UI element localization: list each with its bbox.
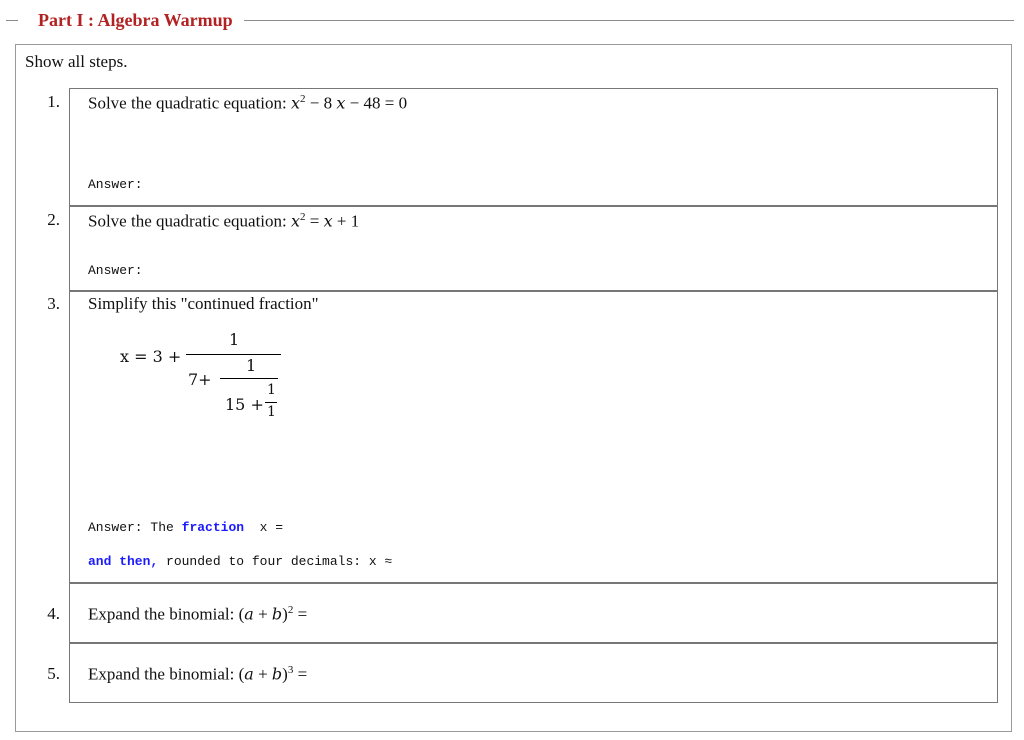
question-number-3: 3.	[47, 294, 60, 313]
cf-n1: 1	[229, 330, 240, 349]
cf-bar1	[186, 354, 281, 355]
question-3-box	[69, 290, 998, 583]
question-number-2: 2.	[47, 210, 60, 229]
section-legend: Part I : Algebra Warmup	[38, 10, 233, 30]
question-5-prompt: Expand the binomial: $(a + b)^3$ =	[88, 664, 308, 684]
answer-label-1: Answer:	[88, 177, 143, 192]
question-1-box	[69, 88, 998, 206]
question-number-1: 1.	[47, 92, 60, 111]
answer-label-2: Answer:	[88, 263, 143, 278]
question-2-prompt: Solve the quadratic equation: $x^2 = x + 1$	[88, 211, 360, 231]
question-1-prompt: Solve the quadratic equation: $x^2 - 8$ x − 48 = 0	[88, 93, 408, 113]
cf-d1: 7+	[188, 370, 212, 389]
question-2-box	[69, 205, 998, 292]
answer-line-3a: Answer: The fraction x =	[88, 520, 284, 535]
fieldset-border-left	[6, 20, 18, 21]
cf-n2: 1	[246, 356, 257, 375]
question-number-5: 5.	[47, 664, 60, 683]
question-number-4: 4.	[47, 604, 60, 623]
cf-bar2	[220, 378, 278, 379]
cf-lhs: x = 3 +	[120, 347, 182, 366]
and-then-keyword: and then,	[88, 554, 159, 569]
question-4-prompt: Expand the binomial: $(a + b)^2$ =	[88, 604, 308, 624]
cf-d2: 15 +	[225, 395, 264, 414]
cf-n3: 1	[267, 382, 276, 398]
cf-bar3	[265, 402, 277, 403]
question-5-box	[69, 642, 998, 703]
intro-text: Show all steps.	[25, 52, 128, 71]
question-4-box	[69, 582, 998, 644]
fieldset-border-right	[244, 20, 1014, 21]
cf-d3: 1	[267, 404, 276, 420]
fraction-keyword: fraction	[181, 520, 245, 535]
answer-line-3b: and then, rounded to four decimals: x ≈	[88, 554, 393, 569]
question-3-prompt: Simplify this "continued fraction"	[88, 294, 319, 313]
